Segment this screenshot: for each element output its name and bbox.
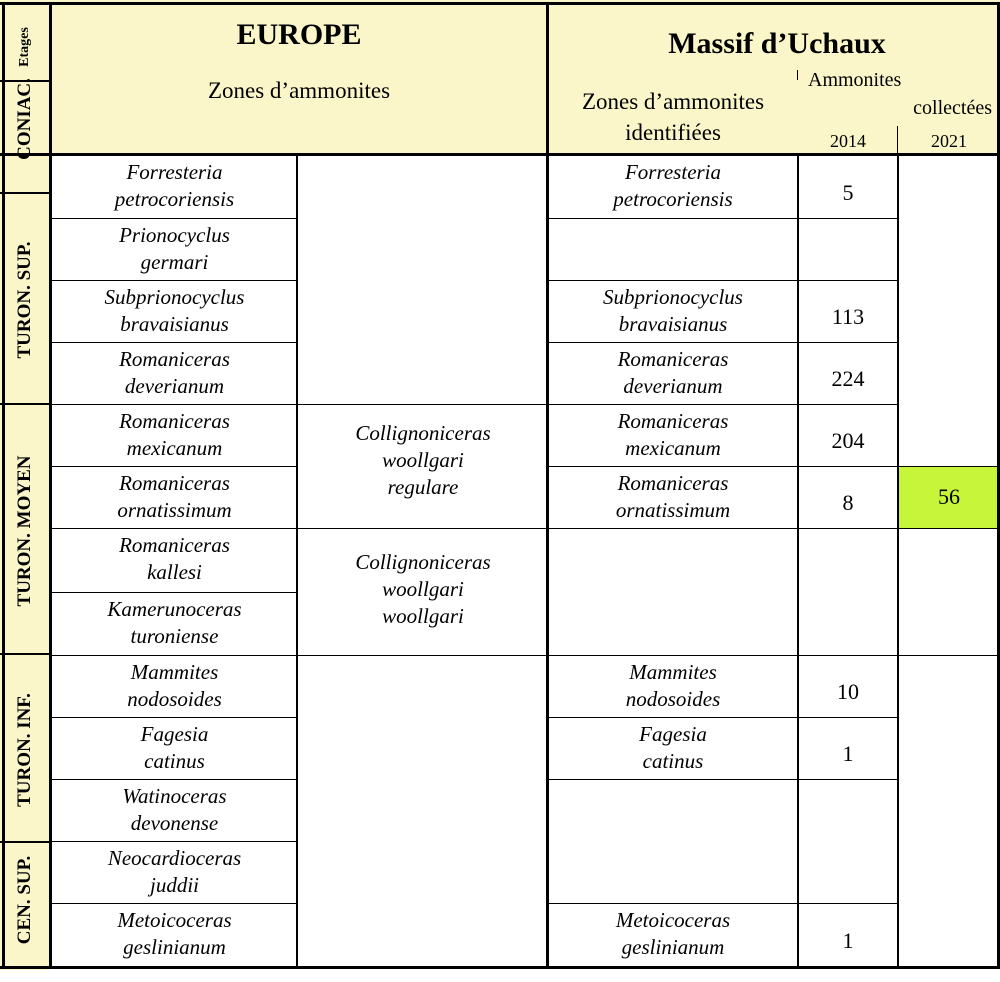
count-2014: 1 bbox=[842, 928, 854, 953]
subzone-line-mid bbox=[297, 528, 547, 529]
europe-zone-line: ornatissimum bbox=[117, 498, 232, 522]
europe-zone-line: catinus bbox=[144, 749, 205, 773]
identified-zone bbox=[548, 907, 798, 961]
europe-zone-line: deverianum bbox=[124, 374, 225, 398]
europe-zone-line: Forresteria bbox=[126, 160, 223, 184]
row-line bbox=[52, 592, 297, 593]
europe-zone bbox=[52, 721, 297, 775]
europe-zone-line: devonense bbox=[130, 811, 219, 835]
stage-label-cen-sup: CEN. SUP. bbox=[14, 855, 35, 945]
identified-zone bbox=[548, 470, 798, 524]
stage-label-etages: Etages bbox=[17, 27, 32, 67]
stage-label-turon-inf: TURON. INF. bbox=[14, 693, 35, 807]
divider-2014 bbox=[797, 153, 799, 966]
europe-zone-line: Prionocyclus bbox=[119, 223, 230, 247]
identified-zone-line: Subprionocyclus bbox=[603, 285, 743, 309]
identified-zone-line: nodosoides bbox=[625, 687, 721, 711]
europe-zone-line: kallesi bbox=[147, 560, 202, 584]
row-line bbox=[798, 779, 898, 780]
europe-title: EUROPE bbox=[236, 18, 362, 51]
identified-zone bbox=[548, 408, 798, 462]
identified-zone-line: geslinianum bbox=[621, 935, 725, 959]
europe-zone-line: geslinianum bbox=[123, 935, 226, 959]
row-line bbox=[798, 466, 898, 467]
europe-zone bbox=[52, 222, 297, 276]
europe-zone bbox=[52, 845, 297, 899]
europe-subtitle: Zones d’ammonites bbox=[207, 78, 391, 103]
row-line bbox=[548, 655, 798, 656]
row-line bbox=[548, 903, 798, 904]
identified-zone-line: Fagesia bbox=[639, 722, 707, 746]
row-line bbox=[52, 655, 297, 656]
identified-zone bbox=[548, 159, 798, 213]
row-line bbox=[548, 779, 798, 780]
count-2014: 10 bbox=[837, 679, 859, 704]
row-line bbox=[548, 717, 798, 718]
row-line bbox=[52, 342, 297, 343]
europe-zone-line: turoniense bbox=[130, 624, 219, 648]
subzone-line: Collignoniceras bbox=[355, 421, 491, 445]
border-left bbox=[2, 2, 5, 969]
stage-boundary bbox=[0, 192, 52, 194]
row-line bbox=[798, 342, 898, 343]
europe-zone bbox=[52, 284, 297, 338]
row-line bbox=[798, 903, 898, 904]
identified-zone-line: Metoicoceras bbox=[615, 908, 731, 932]
europe-zone-line: germari bbox=[140, 250, 209, 274]
row-line bbox=[548, 280, 798, 281]
row-line bbox=[798, 404, 898, 405]
row-line bbox=[52, 280, 297, 281]
subzone-line: regulare bbox=[387, 475, 459, 499]
subzone-line: woollgari bbox=[382, 577, 464, 601]
row-line-2021 bbox=[898, 528, 998, 529]
row-line-2021 bbox=[898, 466, 998, 467]
row-line bbox=[548, 404, 798, 405]
row-line bbox=[548, 528, 798, 529]
count-2014: 113 bbox=[831, 304, 865, 329]
subzone-regulare bbox=[298, 420, 548, 501]
europe-zone-line: Fagesia bbox=[140, 722, 209, 746]
europe-zone bbox=[52, 532, 297, 586]
subzone-line-top bbox=[297, 404, 547, 405]
europe-zone-line: Metoicoceras bbox=[117, 908, 232, 932]
europe-zone-line: Romaniceras bbox=[119, 347, 230, 371]
identified-zone-line: bravaisianus bbox=[618, 312, 728, 336]
identified-zone-line: Romaniceras bbox=[617, 471, 729, 495]
europe-zone-line: Kamerunoceras bbox=[107, 597, 242, 621]
europe-zone bbox=[52, 159, 297, 213]
subzone-line: woollgari bbox=[382, 448, 464, 472]
tick-ammonites bbox=[797, 70, 798, 80]
identified-zone bbox=[548, 284, 798, 338]
border-top bbox=[0, 2, 1000, 5]
subzone-line-bottom bbox=[297, 655, 547, 656]
count-2014: 204 bbox=[831, 428, 865, 453]
row-line bbox=[798, 528, 898, 529]
massif-subtitle-line2: identifiées bbox=[625, 120, 721, 145]
subzone-line: woollgari bbox=[382, 604, 464, 628]
europe-zone bbox=[52, 783, 297, 837]
identified-zone-line: mexicanum bbox=[625, 436, 721, 460]
identified-zone-line: Romaniceras bbox=[617, 347, 729, 371]
border-bottom bbox=[0, 966, 1000, 969]
year-2014: 2014 bbox=[830, 131, 866, 151]
europe-zone-line: petrocoriensis bbox=[114, 187, 235, 211]
europe-zone bbox=[52, 907, 297, 961]
identified-zone bbox=[548, 721, 798, 775]
row-line bbox=[52, 218, 297, 219]
row-line bbox=[798, 280, 898, 281]
row-line bbox=[798, 218, 898, 219]
row-line bbox=[52, 779, 297, 780]
count-2014: 224 bbox=[831, 366, 865, 391]
europe-zone bbox=[52, 596, 297, 650]
europe-zone-line: Romaniceras bbox=[119, 471, 230, 495]
count-2014: 8 bbox=[842, 490, 854, 515]
europe-zone-line: nodosoides bbox=[127, 687, 222, 711]
europe-zone-line: Neocardioceras bbox=[107, 846, 242, 870]
identified-zone-line: Mammites bbox=[629, 660, 717, 684]
europe-zone bbox=[52, 659, 297, 713]
europe-zone bbox=[52, 346, 297, 400]
massif-subtitle-line1: Zones d’ammonites bbox=[581, 89, 765, 114]
identified-zone-line: ornatissimum bbox=[615, 498, 731, 522]
row-line bbox=[52, 404, 297, 405]
count-2021-ornatissimum: 56 bbox=[938, 484, 960, 509]
subzone-line: Collignoniceras bbox=[355, 550, 491, 574]
row-line bbox=[548, 466, 798, 467]
massif-title: Massif d’Uchaux bbox=[668, 27, 886, 60]
row-line bbox=[798, 717, 898, 718]
europe-zone-line: bravaisianus bbox=[120, 312, 229, 336]
stage-label-turon-moyen: TURON. MOYEN bbox=[14, 455, 35, 607]
europe-zone-line: mexicanum bbox=[126, 436, 223, 460]
row-line-2021 bbox=[898, 655, 998, 656]
collected-label: collectées bbox=[913, 97, 992, 119]
row-line bbox=[798, 655, 898, 656]
row-line bbox=[52, 903, 297, 904]
row-line bbox=[52, 528, 297, 529]
identified-zone bbox=[548, 659, 798, 713]
row-line bbox=[548, 342, 798, 343]
europe-zone bbox=[52, 470, 297, 524]
ammonites-label: Ammonites bbox=[808, 69, 902, 91]
identified-zone-line: Romaniceras bbox=[617, 409, 729, 433]
europe-zone-line: juddii bbox=[149, 873, 199, 897]
identified-zone bbox=[548, 346, 798, 400]
europe-zone-line: Watinoceras bbox=[122, 784, 227, 808]
europe-zone-line: Subprionocyclus bbox=[104, 285, 245, 309]
year-2021: 2021 bbox=[931, 131, 967, 151]
europe-zone-line: Romaniceras bbox=[119, 533, 230, 557]
identified-zone-line: deverianum bbox=[623, 374, 723, 398]
stage-label-coniac: CONIAC. bbox=[14, 78, 35, 160]
row-line bbox=[52, 841, 297, 842]
row-line bbox=[52, 717, 297, 718]
identified-zone-line: Forresteria bbox=[624, 160, 722, 184]
count-2014: 5 bbox=[842, 180, 854, 205]
identified-zone-line: catinus bbox=[642, 749, 704, 773]
row-line bbox=[548, 218, 798, 219]
subzone-woollgari bbox=[298, 549, 548, 630]
row-line bbox=[52, 466, 297, 467]
count-2014: 1 bbox=[842, 741, 854, 766]
europe-zone-line: Romaniceras bbox=[119, 409, 230, 433]
europe-zone bbox=[52, 408, 297, 462]
divider-2021 bbox=[897, 153, 899, 966]
stage-label-turon-sup: TURON. SUP. bbox=[14, 241, 35, 359]
identified-zone-line: petrocoriensis bbox=[613, 187, 733, 211]
europe-zone-line: Mammites bbox=[130, 660, 219, 684]
